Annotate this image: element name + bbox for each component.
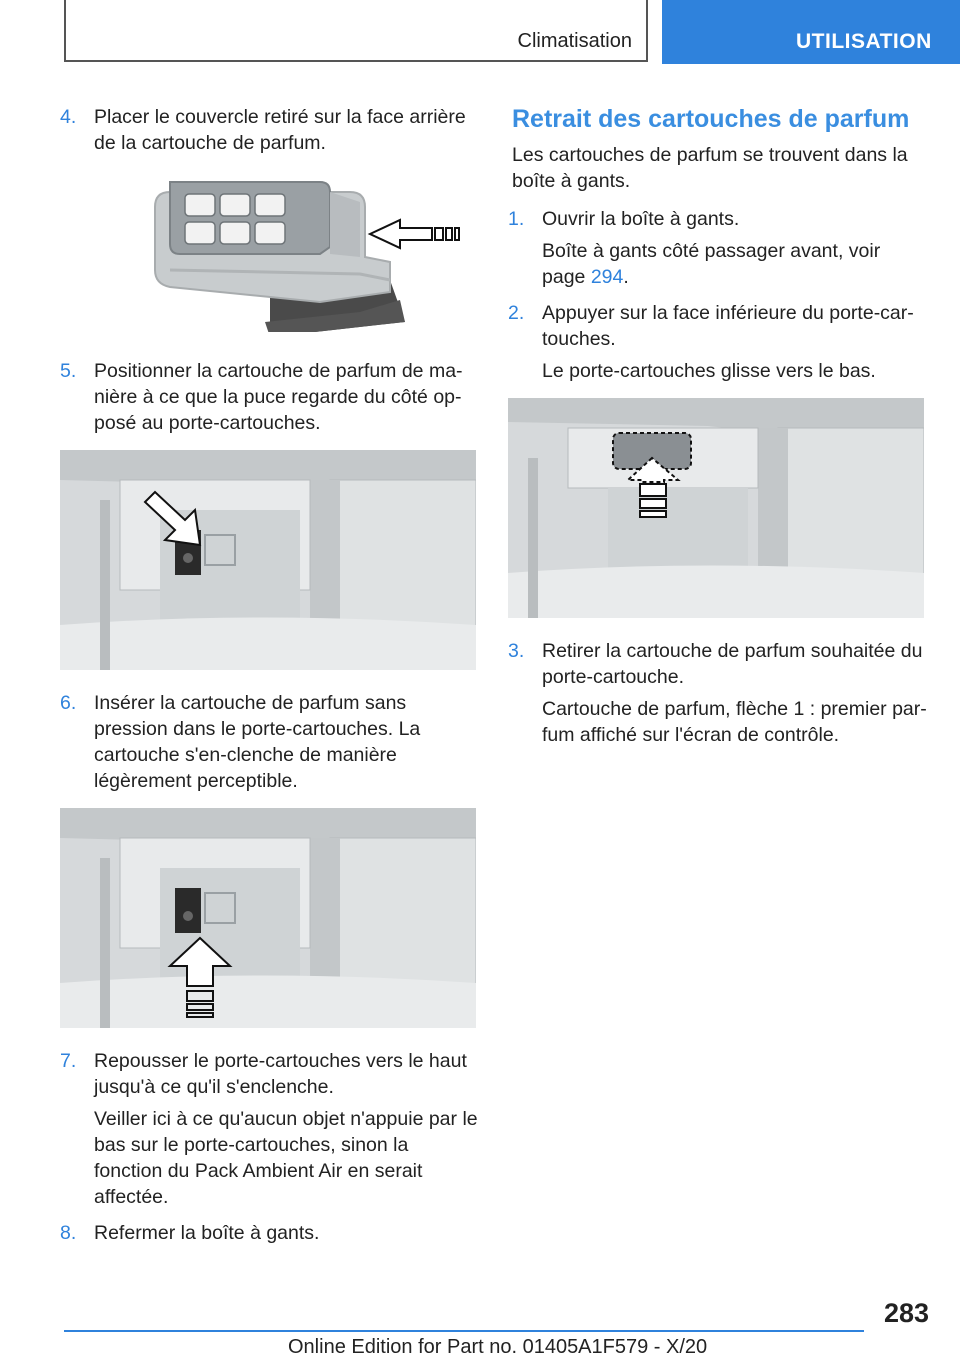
step-number: 3. — [508, 640, 525, 662]
step-text: Repousser le porte-cartouches vers le haut jusqu'à ce qu'il s'enclenche. — [94, 1050, 467, 1098]
step-number: 2. — [508, 302, 525, 324]
note-period: . — [623, 266, 629, 288]
step-number: 6. — [60, 692, 77, 714]
step-3-note: Cartouche de parfum, flèche 1 : premier par-fum affiché sur l'écran de contrôle. — [542, 698, 927, 746]
right-column — [508, 104, 928, 758]
header-section-title: Climatisation — [517, 30, 632, 52]
illustration-insert-cartridge — [60, 808, 476, 1028]
step-5 — [60, 358, 480, 436]
illustration-position-cartridge — [60, 450, 476, 670]
footer-divider — [64, 1330, 864, 1332]
illustration-holder-slides-down — [508, 398, 924, 618]
step-number: 7. — [60, 1050, 77, 1072]
step-1 — [508, 206, 928, 232]
step-text: Placer le couvercle retiré sur la face arrière de la cartouche de parfum. — [94, 106, 466, 154]
note-text: Boîte à gants côté passager avant, voir page — [542, 240, 881, 288]
step-number: 5. — [60, 360, 77, 382]
header-chapter-tab: UTILISATION — [662, 0, 960, 64]
step-2 — [508, 300, 928, 352]
page-reference-link[interactable]: 294 — [590, 266, 624, 288]
step-7-note: Veiller ici à ce qu'aucun objet n'appuie par le bas sur le porte-cartouches, sinon la fonction du Pack Ambient Air en serait affectée. — [94, 1108, 478, 1208]
footer-edition-text: Online Edition for Part no. 01405A1F579 - X/20 — [288, 1336, 708, 1358]
illustration-cartridge-lid — [60, 162, 480, 332]
step-3 — [508, 638, 928, 690]
step-7 — [60, 1048, 480, 1100]
step-text: Ouvrir la boîte à gants. — [542, 208, 740, 230]
step-4 — [60, 104, 480, 156]
step-text: Retirer la cartouche de parfum souhaitée du porte-cartouche. — [542, 640, 923, 688]
step-number: 8. — [60, 1222, 77, 1244]
left-column — [60, 104, 480, 1252]
step-text: Insérer la cartouche de parfum sans pression dans le porte-cartouches. La cartouche s'en-clenche de manière légèrement perceptible. — [94, 692, 421, 792]
step-1-note — [542, 238, 928, 290]
step-text: Positionner la cartouche de parfum de ma-nière à ce que la puce regarde du côté op-posé au porte-cartouches. — [94, 360, 463, 434]
step-2-note: Le porte-cartouches glisse vers le bas. — [542, 360, 876, 382]
step-text: Refermer la boîte à gants. — [94, 1222, 320, 1244]
step-text: Appuyer sur la face inférieure du porte-car-touches. — [542, 302, 914, 350]
header-section-box — [64, 0, 648, 62]
step-number: 1. — [508, 208, 525, 230]
step-number: 4. — [60, 106, 77, 128]
intro-paragraph: Les cartouches de parfum se trouvent dans la boîte à gants. — [512, 144, 908, 192]
page-number: 283 — [884, 1298, 930, 1328]
section-heading: Retrait des cartouches de parfum — [512, 105, 910, 133]
step-6 — [60, 690, 480, 794]
step-8 — [60, 1220, 480, 1246]
